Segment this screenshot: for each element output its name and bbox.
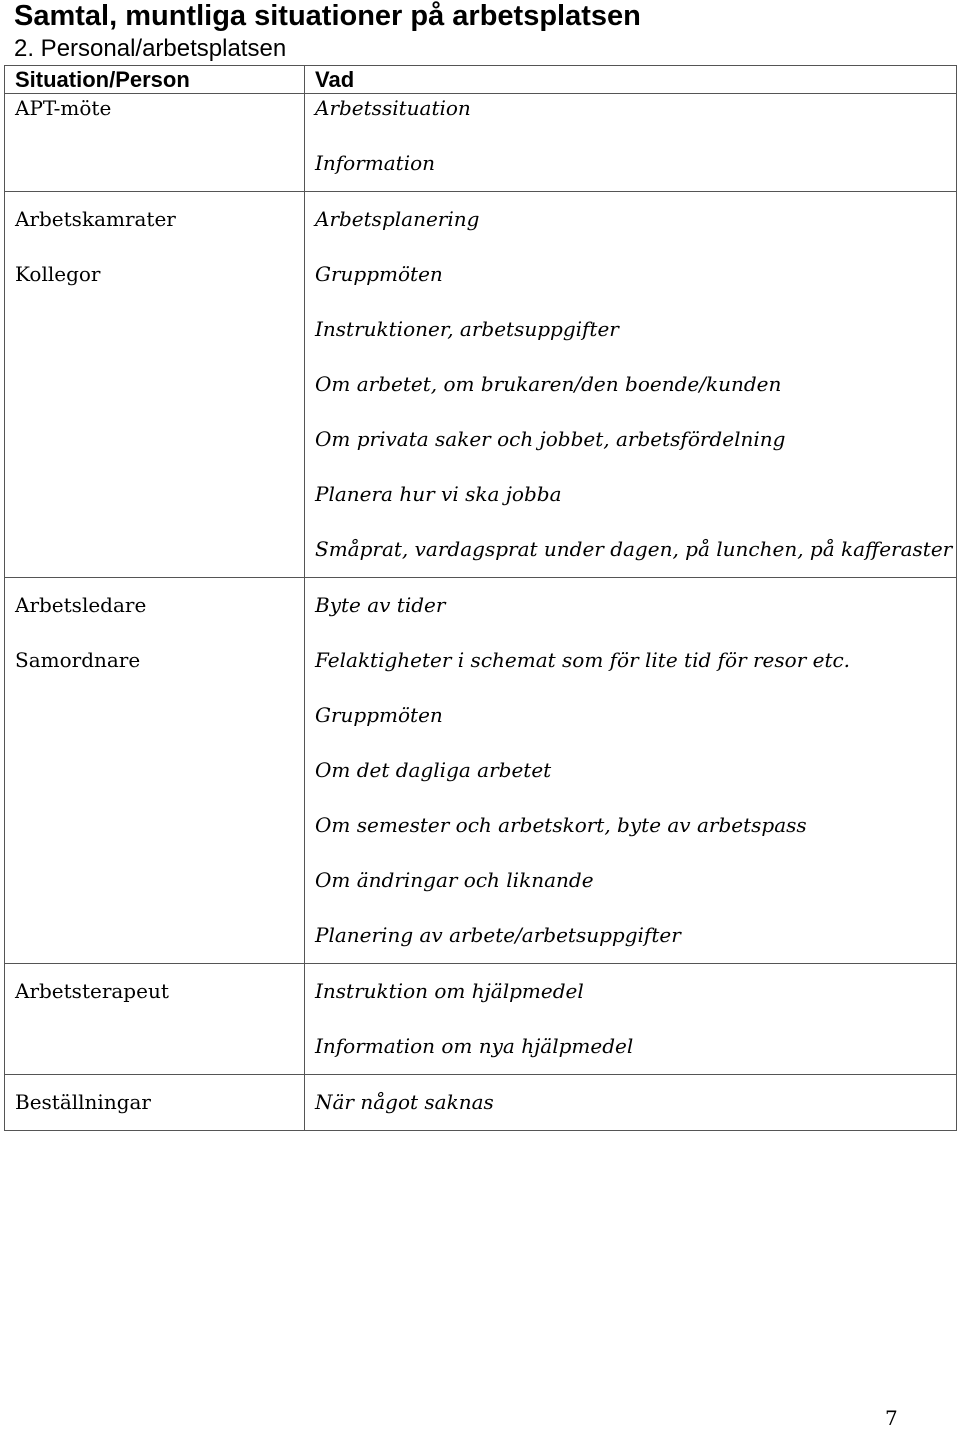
- topic-item: Arbetssituation: [315, 96, 471, 120]
- section-heading: 2. Personal/arbetsplatsen: [14, 35, 287, 62]
- topic-item: Information: [315, 151, 436, 175]
- person-label: Kollegor: [15, 262, 101, 286]
- topic-item: Planera hur vi ska jobba: [315, 482, 562, 506]
- topic-item: Felaktigheter i schemat som för lite tid för resor etc.: [315, 648, 851, 672]
- person-cell: [5, 1075, 305, 1131]
- topic-item: Arbetsplanering: [315, 207, 480, 231]
- person-label: APT-möte: [15, 96, 112, 120]
- table-row: [5, 1075, 957, 1131]
- topic-item: Om det dagliga arbetet: [315, 758, 552, 782]
- person-label: Arbetsterapeut: [15, 979, 169, 1003]
- person-label: Arbetskamrater: [15, 207, 176, 231]
- topic-cell: [305, 578, 957, 964]
- table-row: [5, 94, 957, 192]
- person-label: Arbetsledare: [15, 593, 147, 617]
- topic-item: Instruktioner, arbetsuppgifter: [315, 317, 619, 341]
- person-cell: [5, 94, 305, 192]
- topic-item: Om arbetet, om brukaren/den boende/kunden: [315, 372, 782, 396]
- column-header-vad: Vad: [305, 66, 957, 94]
- topic-item: Byte av tider: [315, 593, 446, 617]
- page-number: 7: [885, 1406, 898, 1430]
- topic-cell: [305, 192, 957, 578]
- topic-item: Småprat, vardagsprat under dagen, på lunchen, på kafferaster: [315, 537, 953, 561]
- topic-item: Om privata saker och jobbet, arbetsfördelning: [315, 427, 786, 451]
- topic-item: Information om nya hjälpmedel: [315, 1034, 634, 1058]
- person-label: Samordnare: [15, 648, 141, 672]
- person-cell: [5, 964, 305, 1075]
- topic-cell: [305, 94, 957, 192]
- page-title: Samtal, muntliga situationer på arbetsplatsen: [14, 0, 641, 32]
- topic-item: Gruppmöten: [315, 703, 443, 727]
- topic-item: När något saknas: [315, 1090, 494, 1114]
- person-label: Beställningar: [15, 1090, 151, 1114]
- topic-cell: [305, 964, 957, 1075]
- person-cell: [5, 192, 305, 578]
- topic-item: Om ändringar och liknande: [315, 868, 594, 892]
- topic-item: Planering av arbete/arbetsuppgifter: [315, 923, 681, 947]
- table-row: [5, 964, 957, 1075]
- column-header-situation: Situation/Person: [5, 66, 305, 94]
- person-cell: [5, 578, 305, 964]
- topic-item: Om semester och arbetskort, byte av arbetspass: [315, 813, 807, 837]
- situations-table: [4, 65, 957, 1131]
- topic-item: Gruppmöten: [315, 262, 443, 286]
- table-row: [5, 578, 957, 964]
- topic-cell: [305, 1075, 957, 1131]
- table-row: [5, 192, 957, 578]
- topic-item: Instruktion om hjälpmedel: [315, 979, 584, 1003]
